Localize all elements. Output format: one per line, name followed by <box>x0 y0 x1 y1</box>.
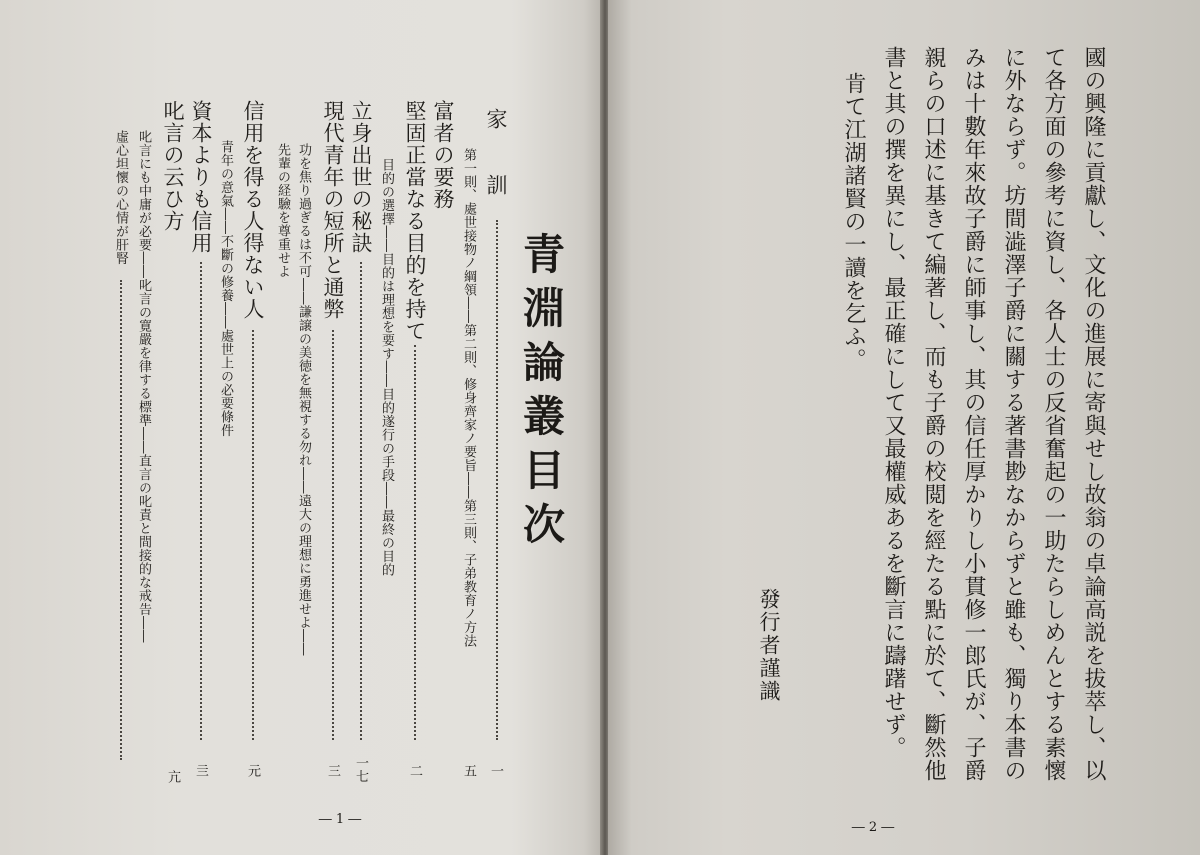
toc-subentry: 青年の意氣――不斷の修養――處世上の必要條件 <box>218 140 233 437</box>
body-line: 肯て江湖諸賢の一讀を乞ふ。 <box>841 72 866 371</box>
body-line: に外ならず。坊間澁澤子爵に關する著書尠なからずと雖も、獨り本書の <box>1001 46 1026 782</box>
body-line: みは十數年來故子爵に師事し、其の信任厚かりし小貫修一郎氏が、子爵 <box>961 46 986 782</box>
toc-entry: 現代青年の短所と通弊 <box>321 100 345 320</box>
toc-entry: 堅固正當なる目的を持て <box>403 100 427 342</box>
toc-leader <box>252 330 254 740</box>
toc-leader <box>120 280 122 760</box>
toc-subentry: 叱言にも中庸が必要――叱言の寛嚴を律する標準――直言の叱責と間接的な戒告―― <box>136 130 151 643</box>
toc-leader <box>496 220 498 740</box>
toc-subentry: 目的の選擇――目的は理想を要す――目的遂行の手段――最終の目的 <box>379 158 394 577</box>
toc-entry: 資本よりも信用 <box>189 100 213 254</box>
toc-subentry: 功を焦り過ぎるは不可――謙譲の美徳を無視する勿れ――遠大の理想に勇進せよ―― <box>296 143 311 656</box>
toc-leader <box>360 262 362 740</box>
toc-leader <box>332 330 334 740</box>
signature: 發行者謹識 <box>757 588 781 703</box>
toc-entry: 立身出世の秘訣 <box>349 100 373 254</box>
toc-entry-kakun: 家 訓 <box>484 108 508 196</box>
toc-subentry: 第一則、處世接物ノ綱領――第二則、修身齊家ノ要旨――第三則、子弟教育ノ方法 <box>461 148 476 648</box>
toc-page-number: 五 <box>461 764 476 778</box>
toc-page-number: 三 <box>325 764 340 778</box>
toc-page-number: 元 <box>245 764 260 778</box>
toc-page-number: 一七 <box>353 756 368 783</box>
toc-leader <box>200 262 202 740</box>
page-title: 青淵論叢目次 <box>517 232 566 556</box>
toc-entry: 信用を得る人得ない人 <box>241 100 265 320</box>
toc-page-number: 亢 <box>165 770 180 784</box>
toc-page-number: 亖 <box>193 764 208 778</box>
toc-entry: 富者の要務 <box>431 100 455 210</box>
body-line: 書と其の撰を異にし、最正確にして又最權威あるを斷言に躊躇せず。 <box>881 46 906 759</box>
body-line: 親らの口述に基きて編著し、而も子爵の校閲を經たる點に於て、斷然他 <box>921 46 946 782</box>
toc-entry: 叱言の云ひ方 <box>161 100 185 232</box>
toc-subentry: 虛心坦懷の心情が肝腎 <box>113 130 128 265</box>
toc-leader <box>414 345 416 740</box>
right-page <box>608 0 1200 855</box>
body-line: 國の興隆に貢獻し、文化の進展に寄與せし故翁の卓論高説を拔萃し、以 <box>1081 46 1106 782</box>
body-line: て各方面の參考に資し、各人士の反省奮起の一助たらしめんとする素懷 <box>1041 46 1066 782</box>
page-number: ― 1 ― <box>318 812 362 827</box>
toc-page-number: 一 <box>488 764 503 778</box>
toc-page-number: 二 <box>407 764 422 778</box>
toc-subentry: 先輩の経驗を尊重せよ <box>275 143 290 278</box>
page-number: ― 2 ― <box>851 820 895 835</box>
